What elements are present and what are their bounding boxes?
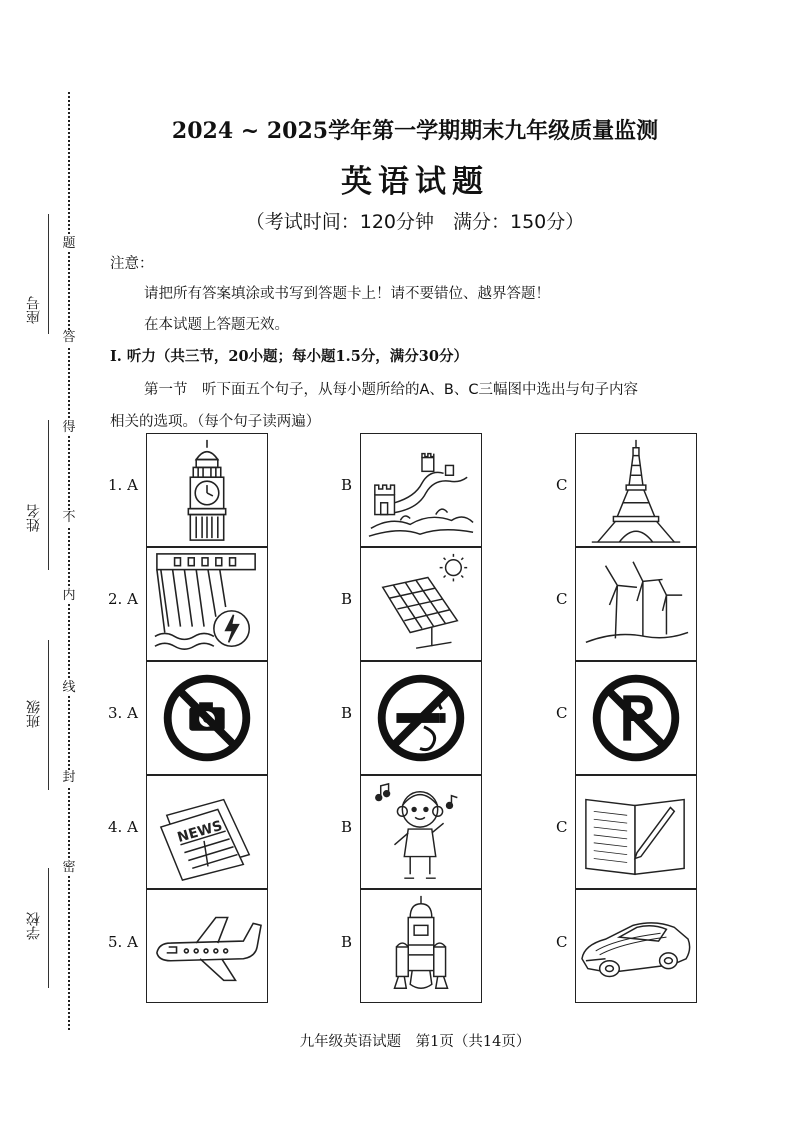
- option-label: C: [556, 590, 568, 608]
- option-label: C: [556, 704, 568, 722]
- news-text: NEWS: [175, 817, 225, 846]
- seat-underline: [48, 214, 49, 334]
- wind-turbines-icon[interactable]: [575, 547, 697, 661]
- eiffel-tower-icon[interactable]: [575, 433, 697, 547]
- solar-panel-icon[interactable]: [360, 547, 482, 661]
- seal-char: 密: [62, 860, 76, 875]
- airplane-icon[interactable]: [146, 889, 268, 1003]
- option-label: C: [556, 476, 568, 494]
- class-field-label: 班级: [26, 700, 42, 728]
- exam-title: 2024 ~ 2025学年第一学期期末九年级质量监测: [171, 118, 659, 144]
- page-footer: 九年级英语试题 第1页（共14页）: [299, 1034, 531, 1050]
- binding-dotted-line: [68, 92, 70, 1030]
- sports-car-icon[interactable]: [575, 889, 697, 1003]
- school-underline: [48, 868, 49, 988]
- notice-line: 请把所有答案填涂或书写到答题卡上！请不要错位、越界答题！: [144, 286, 550, 302]
- seal-char: 不: [62, 510, 76, 525]
- option-label: B: [341, 476, 353, 494]
- section-instruction: 相关的选项。（每个句子读两遍）: [110, 414, 321, 430]
- exam-info: （考试时间：120分钟 满分：150分）: [245, 211, 585, 233]
- notice-label: 注意：: [110, 256, 154, 272]
- girl-listening-music-icon[interactable]: [360, 775, 482, 889]
- option-label: B: [341, 590, 353, 608]
- section-title: I. 听力（共三节，20小题；每小题1.5分，满分30分）: [110, 348, 468, 365]
- no-photos-sign-icon[interactable]: [146, 661, 268, 775]
- question-label: 5. A: [108, 933, 138, 951]
- seal-char: 线: [62, 680, 76, 695]
- no-parking-sign-icon[interactable]: [575, 661, 697, 775]
- no-smoking-sign-icon[interactable]: [360, 661, 482, 775]
- school-field-label: 学校: [26, 912, 42, 940]
- question-label: 4. A: [108, 818, 138, 836]
- seal-char: 封: [62, 770, 76, 785]
- option-label: B: [341, 933, 353, 951]
- hydropower-dam-icon[interactable]: [146, 547, 268, 661]
- subject-title: 英语试题: [341, 164, 489, 200]
- newspaper-icon[interactable]: [146, 775, 268, 889]
- question-label: 2. A: [108, 590, 138, 608]
- section-instruction: 第一节 听下面五个句子，从每小题所给的A、B、C三幅图中选出与句子内容: [144, 382, 638, 398]
- seal-char: 答: [62, 330, 76, 345]
- name-underline: [48, 420, 49, 570]
- name-field-label: 姓名: [26, 504, 42, 532]
- option-label: C: [556, 933, 568, 951]
- clock-tower-icon[interactable]: [146, 433, 268, 547]
- seal-char: 得: [62, 420, 76, 435]
- option-label: B: [341, 704, 353, 722]
- class-underline: [48, 640, 49, 790]
- seal-char: 题: [62, 236, 76, 251]
- question-label: 1. A: [108, 476, 138, 494]
- option-label: B: [341, 818, 353, 836]
- option-label: C: [556, 818, 568, 836]
- seal-char: 内: [62, 588, 76, 603]
- notice-line: 在本试题上答题无效。: [144, 317, 289, 333]
- rocket-icon[interactable]: [360, 889, 482, 1003]
- seat-field-label: 座号: [26, 296, 42, 324]
- question-label: 3. A: [108, 704, 138, 722]
- notebook-pen-icon[interactable]: [575, 775, 697, 889]
- great-wall-icon[interactable]: [360, 433, 482, 547]
